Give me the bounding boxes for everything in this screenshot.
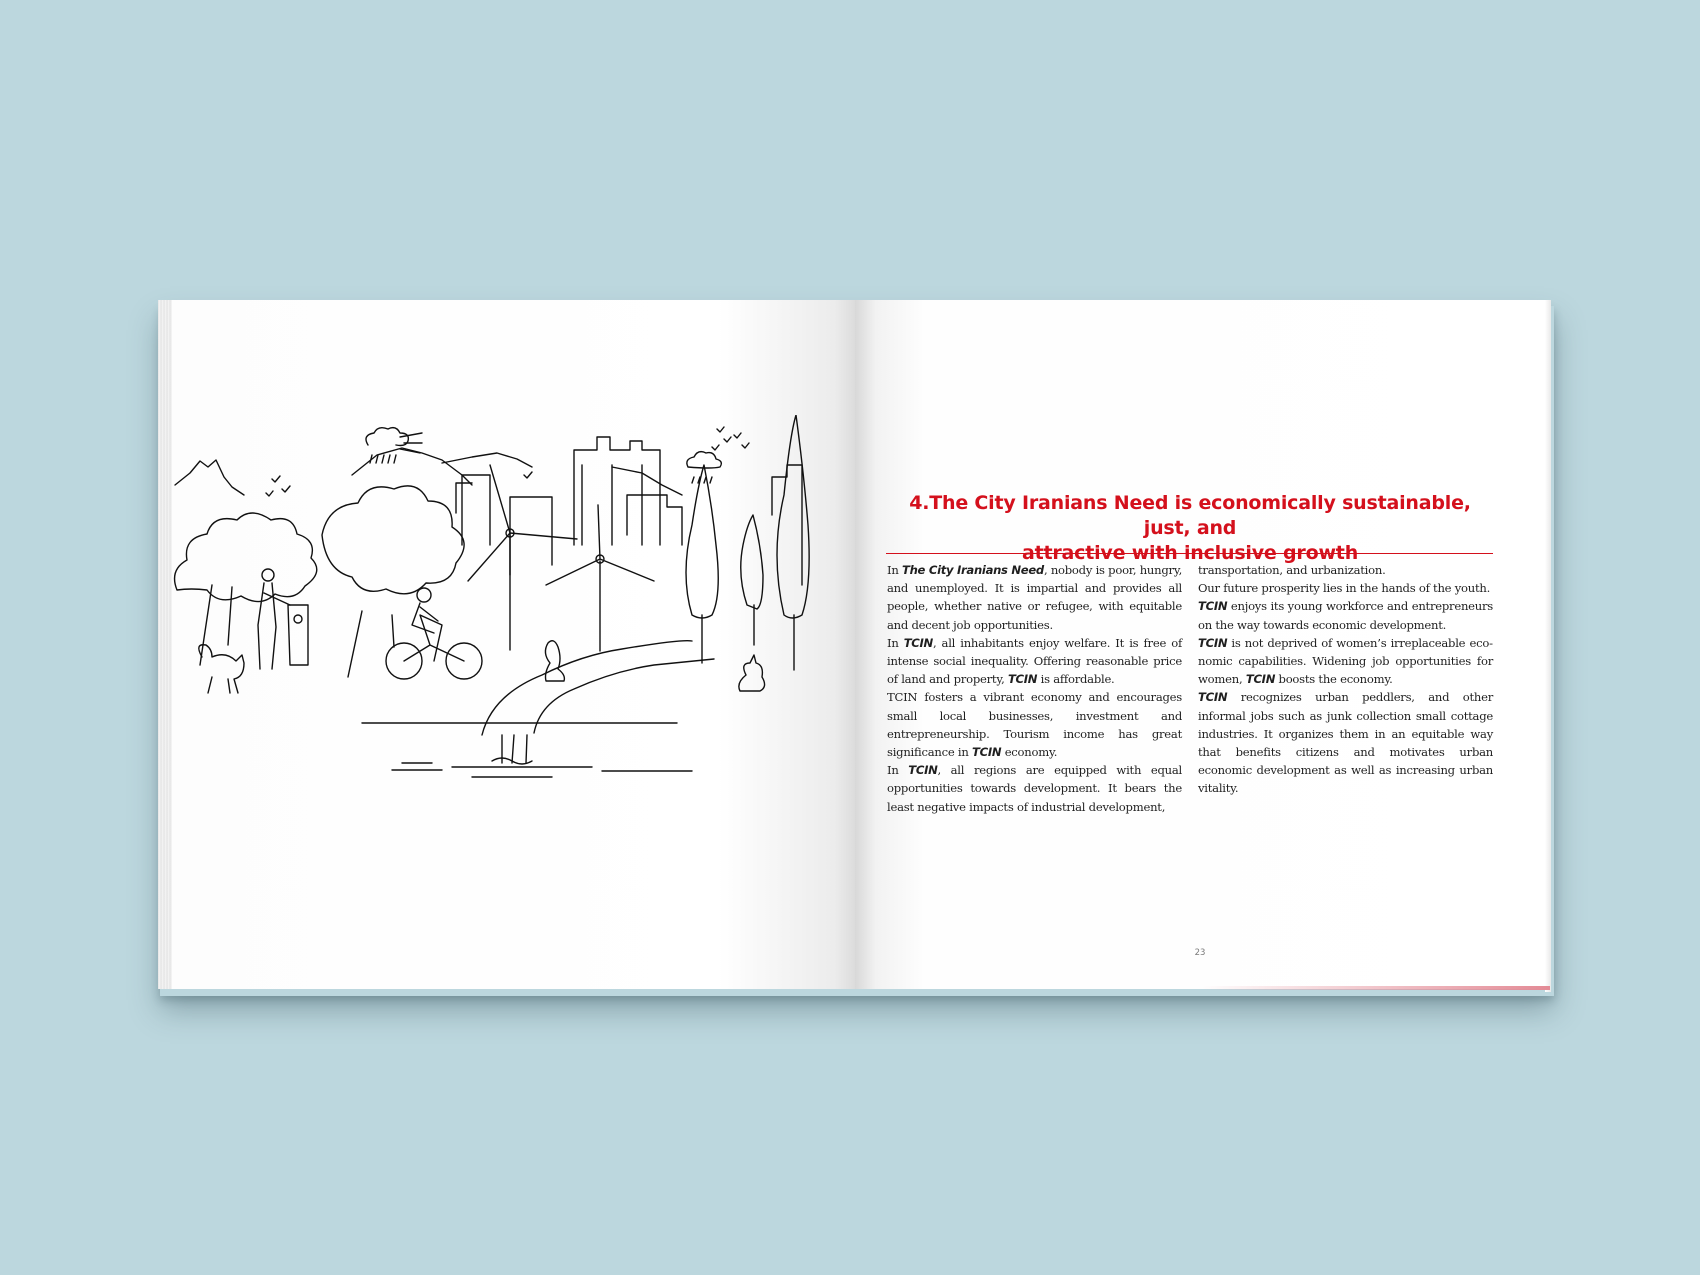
page-edge-accent <box>1200 986 1550 990</box>
paragraph: Our future prosperity lies in the hands of the youth. <box>1198 581 1491 596</box>
heading-line-2: attractive with inclusive growth <box>1021 542 1359 564</box>
text-column-left <box>887 561 1182 816</box>
paragraph: TCIN recognizes urban peddlers, and other informal jobs such as junk collection small cottage industries. It organizes them in an equitable way that benefits citizens and motivates urban economic development as well as increasing urban vitality. <box>1198 690 1493 796</box>
paragraph: In TCIN, all regions are equipped with equal opportunities towards development. It bears the least negative impacts of industrial development, <box>887 763 1182 814</box>
paragraph: In The City Iranians Need, nobody is poor, hungry, and unemployed. It is impartial and provides all people, whether native or refugee, with equitable and decent job opportunities. <box>887 563 1183 632</box>
paragraph: TCIN enjoys its young workforce and entrepreneurs on the way towards economic development. <box>1198 599 1493 632</box>
paragraph: TCIN is not deprived of women’s irreplaceable economic capabilities. Widening job opportunities for women, TCIN boosts the economy. <box>1198 635 1493 687</box>
right-page-edge <box>1545 300 1551 992</box>
paragraph: TCIN fosters a vibrant economy and encourages small local businesses, investment and entrepreneurship. Tourism income has great significance in TCIN economy. <box>887 690 1182 760</box>
section-heading <box>886 491 1494 566</box>
page-number: 23 <box>1194 948 1206 958</box>
paragraph: transportation, and urbanization. <box>1198 563 1386 577</box>
heading-rule <box>886 553 1493 554</box>
text-column-right <box>1198 561 1493 798</box>
city-illustration <box>172 415 855 875</box>
heading-line-1: 4.The City Iranians Need is economically sustainable, just, and <box>909 492 1471 539</box>
paragraph: In TCIN, all inhabitants enjoy welfare. It is free of intense social inequality. Offering reasonable price of land and property, TCIN is affordable. <box>887 635 1182 687</box>
